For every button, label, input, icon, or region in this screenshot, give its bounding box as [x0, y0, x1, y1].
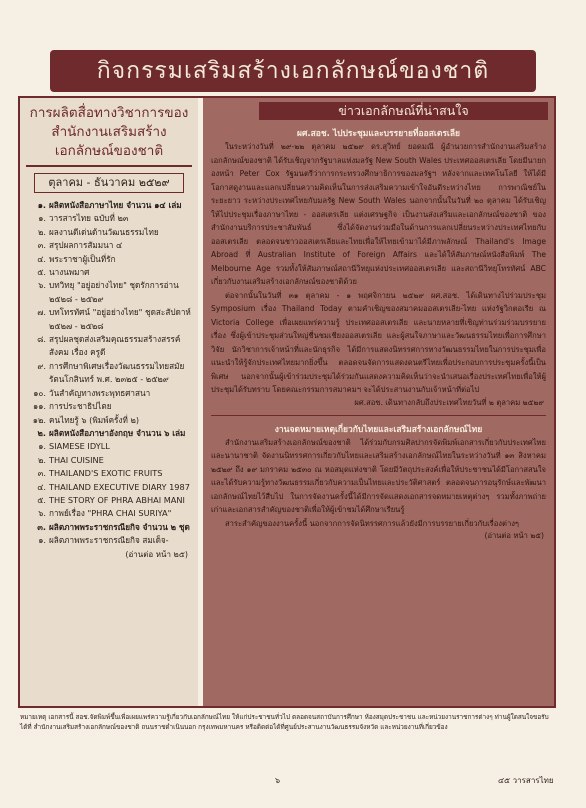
- list-item: [28, 266, 192, 279]
- list-item: [28, 387, 192, 400]
- list-item-number: ๗.: [37, 307, 46, 318]
- news-signoff: ผศ.สอช. เดินทางกลับถึงประเทศไทยวันที่ ๒ ตุลาคม ๒๕๒๙: [354, 397, 544, 407]
- news-paragraph-2: ต่อจากนั้นในวันที่ ๓๑ ตุลาคม - ๑ พฤศจิกายน ๒๕๒๙ ผศ.สอช. ได้เดินทางไปร่วมประชุม Symposium เรื่อง Thailand Today ตามคำเชิญของสมาคมออสเตรเลีย-ไทย แห่งรัฐวิกตอเรีย ณ Victoria College เพื่อเผยแพร่ความรู้ ประเทศออสเตรเลีย และนายหลายที่เชิญท่านร่วมร่วมบรรยายเรื่อง ซึ่งผู้เข้าประชุมส่วนใหญ่ชื่นชมเชียงออสเตรเลีย และผู้สนใจภาษาและวัฒนธรรมไทยเพื่อการศึกษาวิจัย นักวิชาการเจ้าหน้าที่และนักธุรกิจ ได้มีการแสดงนิทรรศการทางวัฒนธรรมไทยในการประชุมเพื่อแนะนำให้รู้จักประเทศไทยมากยิ่งขึ้น ตลอดจนจัดการแสดงดนตรีไทยเพื่อประกอบการประชุมครั้งนี้เป็นพิเศษ นอกจากนั้นผู้เข้าร่วมประชุมได้ร่วมกันแสดงความคิดเห็นว่าจะนำเสนอเรื่องประเทศไทยเพื่อให้ผู้ประชุมได้รับทราบ โดยคณะกรรมการสมาคมฯ จะได้ประสานงานกับเจ้าหน้าที่ต่อไป: [211, 290, 546, 394]
- list-item-text: วันสำคัญทางพระพุทธศาสนา: [49, 387, 151, 398]
- list-item: [28, 199, 192, 212]
- list-item: [28, 467, 192, 480]
- list-item-text: THE STORY OF PHRA ABHAI MANI: [49, 494, 185, 505]
- list-item: [28, 400, 192, 413]
- list-item-text: นางนพมาศ: [49, 267, 90, 278]
- list-item-text: ผลิตหนังสือภาษาไทย จำนวน ๑๔ เล่ม: [49, 200, 182, 210]
- list-item-text: การประชาธิปไตย: [49, 401, 112, 412]
- list-item-number: ๒.: [38, 454, 46, 465]
- list-item-number: ๑.: [37, 200, 46, 210]
- list-item-text: กาพย์เรื่อง "PHRA CHAI SURIYA": [49, 508, 172, 519]
- list-item: [28, 494, 192, 507]
- news-subheading-1: ผศ.สอช. ไปประชุมและบรรยายที่ออสเตรเลีย: [296, 129, 461, 139]
- list-item-text: ผลิตภาพพระราชกรณียกิจ สมเด็จ-: [49, 535, 169, 546]
- list-item-number: ๘.: [37, 334, 46, 345]
- news-paragraph-4: สาระสำคัญของงานครั้งนี้ นอกจากการจัดนิทรรศการแล้วยังมีการบรรยายเกี่ยวกับเรื่องต่างๆ: [225, 518, 520, 528]
- list-item-text: THAI CUISINE: [49, 454, 104, 465]
- footer-note: หมายเหตุ เอกสารนี้ สอช.จัดพิมพ์ขึ้นเพื่อเผยแพร่ความรู้เกี่ยวกับเอกลักษณ์ไทย ให้แก่ประชาชนทั่วไป ตลอดจนสถาบันการศึกษา ห้องสมุดประชาชน และหน่วยงานราชการต่างๆ ท่านผู้ใดสนใจขอรับได้ที่ สำนักงานเสริมสร้างเอกลักษณ์ของชาติ ถนนราชดำเนินนอก กรุงเทพมหานคร หรือติดต่อได้ที่ศูนย์ประสานงานวัฒนธรรมจังหวัด และหน่วยงานที่เกี่ยวข้อง: [20, 713, 549, 731]
- page-number: ๖: [275, 776, 281, 785]
- list-item-number: ๓.: [37, 240, 46, 251]
- right-continue-note: (อ่านต่อ หน้า ๒๕): [484, 531, 544, 540]
- list-item: [28, 360, 192, 387]
- header-banner: [50, 50, 536, 92]
- list-item: [28, 253, 192, 266]
- list-item-text: ผลิตภาพพระราชกรณียกิจ จำนวน ๒ ชุด: [49, 521, 190, 532]
- list-item-text: ผลิตหนังสือภาษาอังกฤษ จำนวน ๖ เล่ม: [49, 427, 186, 438]
- list-item-text: ผลงานดีเด่นด้านวัฒนธรรมไทย: [49, 226, 159, 237]
- list-item: [28, 212, 192, 225]
- left-column-title: การผลิตสื่อทางวิชาการของสำนักงานเสริมสร้างเอกลักษณ์ของชาติ: [29, 105, 189, 159]
- list-item-number: ๒.: [38, 226, 46, 237]
- news-subheading-2: งานจดหมายเหตุเกี่ยวกับไทยและเสริมสร้างเอกลักษณ์ไทย: [274, 424, 483, 435]
- list-item-number: ๓.: [37, 468, 46, 479]
- section-divider: [211, 415, 546, 416]
- news-paragraph-3: สำนักงานเสริมสร้างเอกลักษณ์ของชาติ ได้ร่วมกับกรมศิลปากรจัดพิมพ์เอกสารเกี่ยวกับประเทศไทยและนานาชาติ จัดงานนิทรรศการเกี่ยวกับไทยและเสริมสร้างเอกลักษณ์ไทยในระหว่างวันที่ ๑๓ สิงหาคม ๒๕๒๙ ถึง ๑๙ มกราคม ๒๕๓๐ ณ หอสมุดแห่งชาติ โดยมีวัตถุประสงค์เพื่อให้ประชาชนได้มีโอกาสสนใจและได้รับความรู้ทางวัฒนธรรมเกี่ยวกับความเป็นไทยและประวัติศาสตร์ ตลอดจนการอนุรักษ์และพัฒนาเอกลักษณ์ไทยไว้สืบไป ในการจัดงานครั้งนี้ได้มีการจัดแสดงเอกสารจดหมายเหตุต่างๆ รวมทั้งภาพถ่ายเก่าและเอกสารสำคัญของชาติเพื่อให้ผู้เข้าชมได้ศึกษาเรียนรู้: [211, 437, 546, 514]
- list-item-text: วารสารไทย ฉบับที่ ๒๓: [49, 213, 129, 224]
- list-item-number: ๑.: [38, 535, 46, 546]
- list-item: [28, 333, 192, 360]
- list-item-number: ๑๑.: [33, 401, 46, 412]
- list-item-text: SIAMESE IDYLL: [49, 441, 110, 452]
- list-item-number: ๓.: [37, 521, 46, 532]
- list-item-text: บทวิทยุ "อยู่อย่างไทย" ชุดรักการอ่าน ๒๕๒๘ - ๒๕๒๙: [49, 280, 179, 304]
- list-item: [28, 440, 192, 453]
- list-item: [28, 226, 192, 239]
- right-column: [203, 98, 554, 706]
- list-item: [28, 414, 192, 427]
- list-item-text: สรุปผลการสัมมนา ๔: [49, 240, 123, 251]
- list-item-number: ๙.: [37, 360, 46, 371]
- running-footer: ๔๕ วารสารไทย: [498, 776, 554, 785]
- list-item-number: ๖.: [38, 280, 46, 291]
- period-box: ตุลาคม - ธันวาคม ๒๕๒๙: [34, 173, 184, 193]
- list-item-number: ๕.: [37, 494, 46, 505]
- page-title: กิจกรรมเสริมสร้างเอกลักษณ์ของชาติ: [96, 58, 490, 84]
- list-item-number: ๖.: [38, 508, 46, 519]
- list-item: [28, 534, 192, 547]
- list-item: [28, 306, 192, 333]
- left-continue-note: (อ่านต่อ หน้า ๒๕): [125, 549, 188, 559]
- list-item-text: สรุปผลชุดส่งเสริมคุณธรรมสร้างสรรค์สังคม เรื่อง ครูดี: [49, 334, 181, 358]
- media-list: [20, 199, 198, 548]
- left-column: [20, 98, 198, 706]
- list-item-number: ๔.: [37, 481, 46, 492]
- list-item-number: ๑.: [38, 213, 46, 224]
- list-item: [28, 239, 192, 252]
- list-item: [28, 507, 192, 520]
- list-item: [28, 521, 192, 534]
- list-item-text: THAILAND EXECUTIVE DIARY 1987: [49, 481, 190, 492]
- list-item-number: ๑๒.: [32, 414, 46, 425]
- list-item-text: คนไทยรู้ ๖ (พิมพ์ครั้งที่ ๒): [49, 414, 140, 425]
- list-item-number: ๕.: [37, 267, 46, 278]
- list-item-number: ๑๐.: [33, 387, 46, 398]
- list-item-number: ๒.: [37, 427, 46, 438]
- list-item-text: บทโทรทัศน์ "อยู่อย่างไทย" ชุดสะสัปดาห์ ๒๕๒๗ - ๒๕๒๘: [49, 307, 191, 331]
- list-item-number: ๔.: [37, 253, 46, 264]
- list-item: [28, 454, 192, 467]
- list-item: [28, 279, 192, 306]
- list-item: [28, 427, 192, 440]
- news-heading: ข่าวเอกลักษณ์ที่น่าสนใจ: [259, 102, 548, 120]
- news-paragraph-1: ในระหว่างวันที่ ๒๙-๒๒ ตุลาคม ๒๕๒๙ ดร.สุวิทย์ ยอดมณี ผู้อำนวยการสำนักงานเสริมสร้างเอกลักษณ์ของชาติ ได้รับเชิญจากรัฐบาลแห่งมลรัฐ New South Wales ประเทศออสเตรเลีย โดยมีนายกองหน้า Peter Cox รัฐมนตรีว่าการกระทรวงศึกษาธิการของมลรัฐฯ หลังจากและเทคโนโลยี ให้ได้มีโอกาสดูงานและแลกเปลี่ยนความคิดเห็นในการส่งเสริมความเข้าใจอันดีระหว่างไทย การพาณิชย์ในระยะยาว ระหว่างประเทศไทยกับมลรัฐ New South Wales นอกจากนั้นในวันที่ ๒๐ ตุลาคม ได้รับเชิญให้ไปประชุมเรื่องภาษาไทย - ออสเตรเลีย แต่งเศรษฐกิจ เป็นงานส่งเสริมและเอกลักษณ์ของชาติ ของสำนักงานบริการประชาสัมพันธ์ ซึ่งได้จัดงานร่วมมือในด้านการแลกเปลี่ยนระหว่างประเทศไทยกับออสเตรเลีย ตลอดจนชาวออสเตรเลียและไทยเพื่อให้ไทยเข้ามาได้มีภาพลักษณ์ Thailand's Image Abroad ที่ Australian Institute of Foreign Affairs และได้ให้สัมภาษณ์หนังสือพิมพ์ The Melbourne Age รวมทั้งให้สัมภาษณ์สถานีวิทยุแห่งประเทศออสเตรเลีย และสถานีวิทยุโทรทัศน์ ABC เกี่ยวกับงานเสริมสร้างเอกลักษณ์ของชาติด้วย: [211, 142, 546, 286]
- list-item-text: THAILAND'S EXOTIC FRUITS: [49, 468, 163, 479]
- list-item: [28, 481, 192, 494]
- title-divider: [26, 165, 192, 167]
- list-item-text: การศึกษาพิเศษเรื่องวัฒนธรรมไทยสมัยรัตนโกสินทร์ พ.ศ. ๒๓๒๕ - ๒๕๒๙: [49, 360, 185, 385]
- list-item-text: พระราชาผู้เป็นที่รัก: [49, 253, 116, 264]
- list-item-number: ๑.: [38, 441, 46, 452]
